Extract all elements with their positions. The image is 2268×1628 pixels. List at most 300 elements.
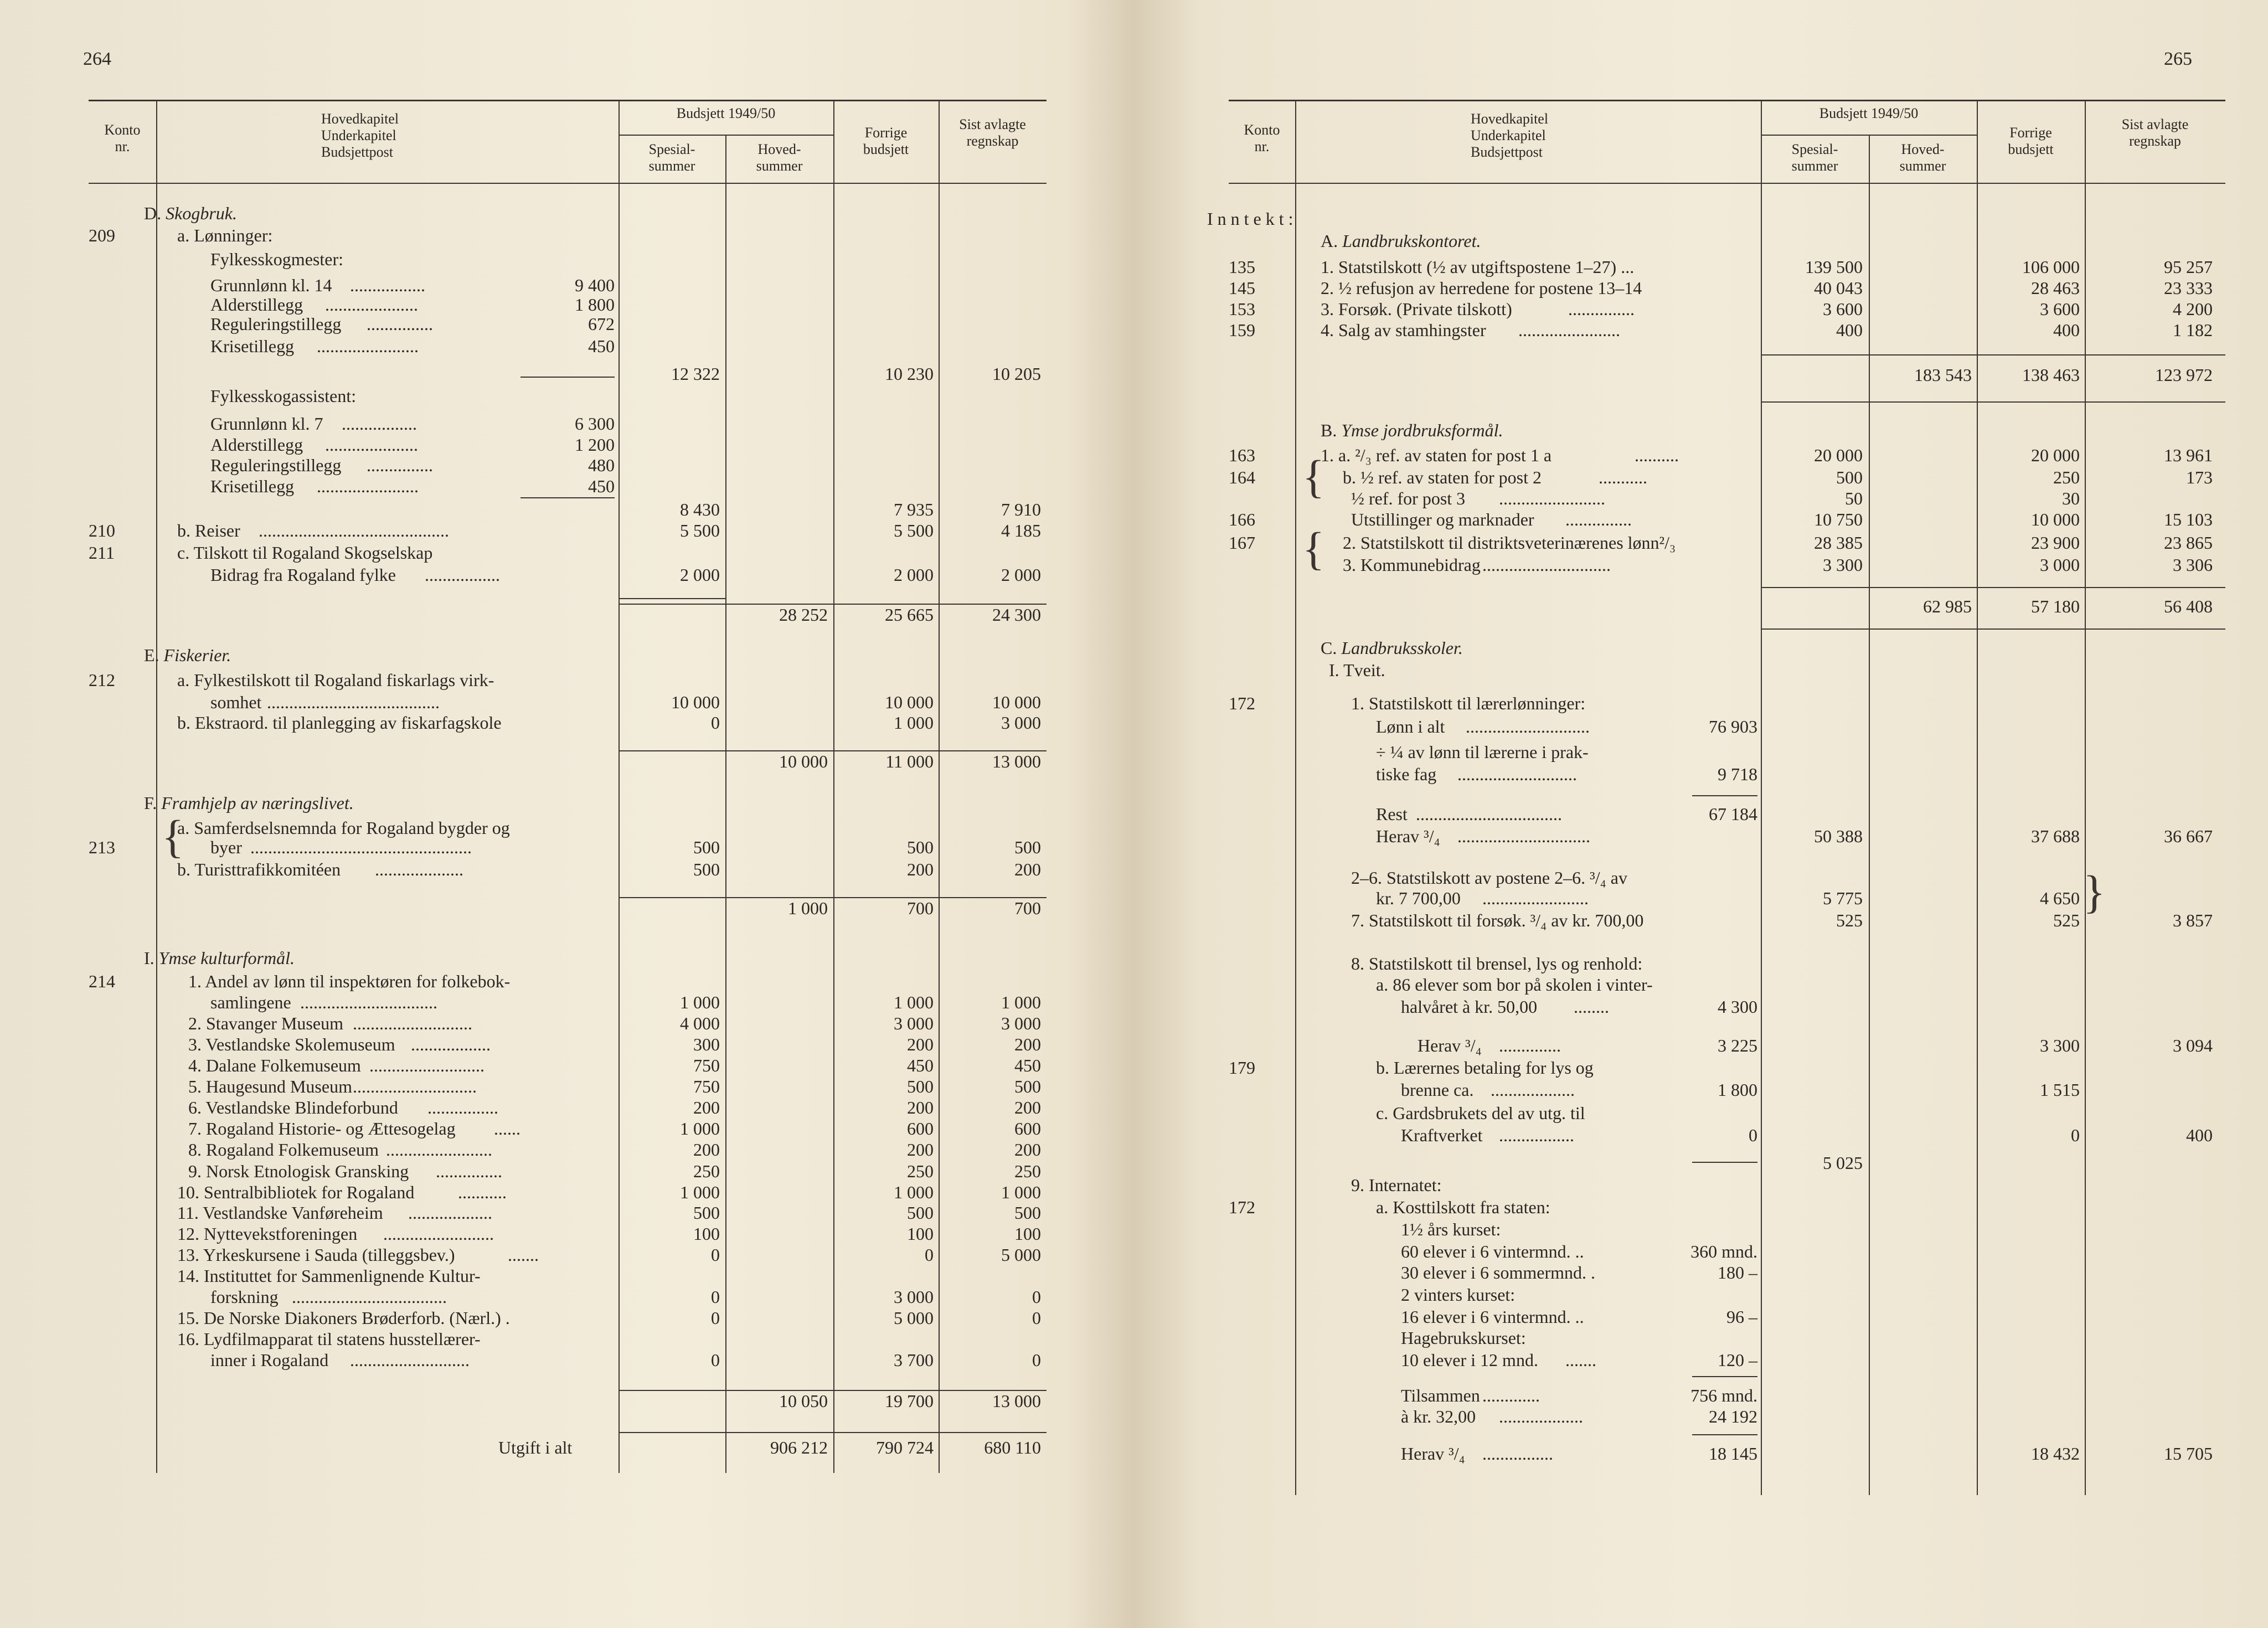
sist-regnskap: 24 300 xyxy=(992,605,1041,625)
row-description-text: somhet xyxy=(210,692,262,712)
forrige-budsjett: 30 xyxy=(2062,488,2080,508)
row-description xyxy=(144,947,295,969)
row-description xyxy=(210,274,332,296)
sist-regnskap: 100 xyxy=(1014,1224,1041,1244)
row-description xyxy=(210,691,261,713)
row-description xyxy=(188,1096,398,1119)
leader-dots: ............... xyxy=(1565,509,1632,529)
forrige-budsjett: 28 463 xyxy=(2031,278,2080,298)
section-title: Landbruksskoler. xyxy=(1341,638,1463,658)
leader-dots: ........................... xyxy=(1457,764,1577,784)
row-description xyxy=(1343,554,1481,576)
spesial-sum: 10 000 xyxy=(671,692,720,712)
hoved-sum: 906 212 xyxy=(770,1438,828,1457)
forrige-budsjett: 11 000 xyxy=(885,751,934,771)
konto-number: 213 xyxy=(89,837,115,857)
sist-regnskap: 0 xyxy=(1032,1287,1041,1307)
inner-amount: 6 300 xyxy=(575,414,615,434)
row-description-text: C. xyxy=(1321,638,1342,658)
subtotal-rule xyxy=(1692,1162,1757,1163)
sist-regnskap: 700 xyxy=(1014,898,1041,918)
subtotal-rule xyxy=(1692,795,1757,796)
section-title: Ymse jordbruksformål. xyxy=(1341,420,1503,440)
section-title: Skogbruk. xyxy=(166,203,237,223)
row-description-text: Alderstillegg xyxy=(210,435,303,455)
leader-dots: ............................... xyxy=(300,992,437,1012)
row-description-text: Bidrag fra Rogaland fylke xyxy=(210,565,396,585)
konto-number: 210 xyxy=(89,521,115,540)
row-description-text: 8. Rogaland Folkemuseum xyxy=(188,1140,379,1160)
leader-dots: ................... xyxy=(1499,1407,1583,1426)
inner-amount: 0 xyxy=(1749,1125,1757,1145)
row-description-text: 6. Vestlandske Blindeforbund xyxy=(188,1098,398,1117)
forrige-budsjett: 500 xyxy=(907,1203,934,1223)
sist-regnskap: 4 200 xyxy=(2173,299,2213,319)
left-page xyxy=(0,0,1130,1628)
row-description-text: 9. Internatet: xyxy=(1351,1175,1442,1195)
row-description xyxy=(177,1223,357,1245)
forrige-budsjett: 1 515 xyxy=(2040,1080,2080,1100)
leader-dots: ........................... xyxy=(353,1013,472,1033)
row-description-text: 9. Norsk Etnologisk Gransking xyxy=(188,1161,409,1181)
page-number: 265 xyxy=(2164,49,2192,69)
subtotal-rule xyxy=(1761,354,2225,356)
row-description xyxy=(177,1307,510,1329)
spesial-sum: 500 xyxy=(693,859,720,879)
forrige-budsjett: 1 000 xyxy=(894,713,934,733)
row-description-text: Utgift i alt xyxy=(498,1438,573,1457)
spesial-sum: 5 500 xyxy=(680,521,720,540)
sist-header: Sist avlagte regnskap xyxy=(2121,116,2189,149)
leader-dots: .............. xyxy=(1499,1035,1561,1055)
hoved-header: Hoved- summer xyxy=(756,141,803,174)
sist-regnskap: 10 000 xyxy=(992,692,1041,712)
sist-regnskap: 0 xyxy=(1032,1308,1041,1328)
row-description xyxy=(1376,741,1589,763)
row-description-text: Herav ³/₄ xyxy=(1418,1035,1482,1055)
row-description xyxy=(1351,508,1534,530)
leader-dots: ........................... xyxy=(350,1350,470,1370)
row-description xyxy=(1321,444,1551,466)
sist-regnskap: 3 094 xyxy=(2173,1035,2213,1055)
row-description xyxy=(1401,1349,1538,1371)
brace-icon: { xyxy=(1302,451,1325,503)
row-description-text: b. Reiser xyxy=(177,521,240,540)
hoved-header: Hoved- summer xyxy=(1899,141,1946,174)
section-title: Framhjelp av næringslivet. xyxy=(161,793,354,813)
row-description-text: Herav ³/₄ xyxy=(1376,826,1440,846)
row-description xyxy=(188,1012,343,1034)
row-description xyxy=(210,1349,328,1371)
leader-dots: ............... xyxy=(367,455,433,475)
leader-dots: ......................... xyxy=(383,1224,494,1244)
spesial-sum: 5 025 xyxy=(1823,1153,1863,1173)
sist-regnskap: 13 961 xyxy=(2164,445,2213,465)
row-description xyxy=(177,1202,383,1224)
row-description-text: a. 86 elever som bor på skolen i vinter- xyxy=(1376,975,1653,995)
forrige-budsjett: 525 xyxy=(2053,910,2080,930)
subtotal-rule xyxy=(618,897,1047,898)
subtotal-rule xyxy=(1761,628,2225,630)
sist-regnskap: 200 xyxy=(1014,859,1041,879)
row-description xyxy=(188,1054,361,1076)
row-description xyxy=(1376,763,1436,785)
leader-dots: ............. xyxy=(1482,1385,1540,1405)
sist-regnskap: 3 000 xyxy=(1001,713,1041,733)
row-description-text: I. Tveit. xyxy=(1329,660,1385,680)
row-description xyxy=(210,434,303,456)
row-description-text: Alderstillegg xyxy=(210,295,303,315)
sist-regnskap: 36 667 xyxy=(2164,826,2213,846)
sist-regnskap: 5 000 xyxy=(1001,1245,1041,1265)
row-description xyxy=(1401,1384,1480,1407)
sist-regnskap: 500 xyxy=(1014,1203,1041,1223)
sist-regnskap: 1 182 xyxy=(2173,320,2213,340)
spesial-sum: 0 xyxy=(711,1287,720,1307)
konto-number: 135 xyxy=(1229,257,1255,277)
sist-regnskap: 250 xyxy=(1014,1161,1041,1181)
row-description xyxy=(144,644,231,666)
sist-regnskap: 7 910 xyxy=(1001,499,1041,519)
sist-regnskap: 3 306 xyxy=(2173,555,2213,575)
leader-dots: ........................ xyxy=(386,1140,492,1160)
row-description xyxy=(188,1033,395,1055)
leader-dots: ....... xyxy=(508,1245,539,1265)
row-description xyxy=(177,1181,414,1203)
row-description-text: 16. Lydfilmapparat til statens husstellærer- xyxy=(177,1329,481,1349)
inner-amount: 9 400 xyxy=(575,275,615,295)
subtotal-rule xyxy=(1761,401,2225,403)
row-description-text: 4. Dalane Folkemuseum xyxy=(188,1055,361,1075)
row-description-text: b. Lærernes betaling for lys og xyxy=(1376,1058,1594,1078)
row-description xyxy=(1376,973,1653,996)
spesial-sum: 4 000 xyxy=(680,1013,720,1033)
forrige-budsjett: 790 724 xyxy=(876,1438,934,1457)
spesial-sum: 28 385 xyxy=(1814,533,1863,553)
sist-regnskap: 2 000 xyxy=(1001,565,1041,585)
row-description-text: Hagebrukskurset: xyxy=(1401,1328,1526,1348)
inner-amount: 672 xyxy=(588,314,615,334)
row-description xyxy=(1376,825,1440,847)
row-description-text: 2. ½ refusjon av herredene for postene 13–14 xyxy=(1321,278,1642,298)
leader-dots: .................... xyxy=(375,859,463,879)
row-description-text: halvåret à kr. 50,00 xyxy=(1401,997,1538,1017)
row-description-text: Fylkesskogmester: xyxy=(210,249,343,269)
leader-dots: ....................... xyxy=(1518,320,1620,340)
leader-dots: ............... xyxy=(367,314,433,334)
forrige-budsjett: 200 xyxy=(907,1098,934,1117)
sist-regnskap: 500 xyxy=(1014,1076,1041,1096)
subtotal-rule xyxy=(618,1432,1047,1433)
forrige-budsjett: 100 xyxy=(907,1224,934,1244)
sist-regnskap: 0 xyxy=(1032,1350,1041,1370)
hoved-sum: 10 000 xyxy=(779,751,828,771)
spesial-sum: 12 322 xyxy=(671,364,720,384)
row-description-text: 7. Statstilskott til forsøk. ³/₄ av kr. 700,00 xyxy=(1351,910,1644,930)
leader-dots: ....... xyxy=(1565,1350,1596,1370)
inner-amount: 4 300 xyxy=(1718,997,1757,1017)
forrige-budsjett: 3 000 xyxy=(894,1287,934,1307)
leader-dots: ................... xyxy=(1491,1080,1575,1100)
leader-dots: ..................... xyxy=(325,295,418,315)
row-description-text: 1½ års kurset: xyxy=(1401,1219,1501,1239)
forrige-header: Forrige budsjett xyxy=(863,125,909,157)
budget-year-header: Budsjett 1949/50 xyxy=(1819,105,1919,121)
leader-dots: ................. xyxy=(1499,1125,1574,1145)
sist-regnskap: 3 000 xyxy=(1001,1013,1041,1033)
row-description-text: 2 vinters kurset: xyxy=(1401,1285,1516,1305)
row-description xyxy=(1401,1079,1473,1101)
row-description-text: Herav ³/₄ xyxy=(1401,1444,1465,1464)
spesial-sum: 20 000 xyxy=(1814,445,1863,465)
sist-regnskap: 15 103 xyxy=(2164,509,2213,529)
row-description xyxy=(1321,637,1463,659)
row-description xyxy=(1401,1124,1482,1146)
row-description xyxy=(1321,419,1503,441)
forrige-budsjett: 200 xyxy=(907,1034,934,1054)
row-description-text: brenne ca. xyxy=(1401,1080,1474,1100)
row-description-text: 3. Vestlandske Skolemuseum xyxy=(188,1034,395,1054)
konto-header: Konto nr. xyxy=(104,122,141,154)
forrige-budsjett: 450 xyxy=(907,1055,934,1075)
konto-number: 163 xyxy=(1229,445,1255,465)
leader-dots: ........................ xyxy=(1499,488,1605,508)
hoved-sum: 28 252 xyxy=(779,605,828,625)
forrige-budsjett: 3 700 xyxy=(894,1350,934,1370)
inner-amount: 360 mnd. xyxy=(1690,1241,1757,1261)
sist-regnskap: 500 xyxy=(1014,837,1041,857)
row-description-text: 1. a. ²/₃ ref. av staten for post 1 a xyxy=(1321,445,1552,465)
row-description-text: 15. De Norske Diakoners Brøderforb. (Nærl.) . xyxy=(177,1308,510,1328)
row-description xyxy=(177,1328,481,1350)
sist-regnskap: 13 000 xyxy=(992,751,1041,771)
row-description-text: 1. Andel av lønn til inspektøren for folkebok- xyxy=(188,971,511,991)
row-description xyxy=(1376,715,1445,738)
row-description xyxy=(210,475,294,497)
forrige-budsjett: 3 600 xyxy=(2040,299,2080,319)
konto-number: 214 xyxy=(89,971,115,991)
inner-amount: 76 903 xyxy=(1709,717,1757,736)
forrige-budsjett: 20 000 xyxy=(2031,445,2080,465)
spesial-sum: 525 xyxy=(1836,910,1863,930)
spesial-header: Spesial- summer xyxy=(648,141,695,174)
row-description xyxy=(188,1138,379,1161)
row-description xyxy=(1401,1284,1515,1306)
row-description-text: 16 elever i 6 vintermnd. .. xyxy=(1401,1307,1584,1327)
subtotal-rule xyxy=(1692,1376,1757,1377)
row-description xyxy=(210,335,294,357)
row-description xyxy=(1401,1306,1584,1328)
row-description xyxy=(177,817,510,839)
forrige-budsjett: 200 xyxy=(907,859,934,879)
leader-dots: ....................................... xyxy=(267,692,440,712)
inner-amount: 1 800 xyxy=(1718,1080,1757,1100)
row-description-text: b. Turisttrafikkomitéen xyxy=(177,859,341,879)
row-description-text: Lønn i alt xyxy=(1376,717,1445,736)
forrige-budsjett: 2 000 xyxy=(894,565,934,585)
right-page xyxy=(1138,0,2268,1628)
konto-number: 159 xyxy=(1229,320,1255,340)
row-description-text: byer xyxy=(210,837,242,857)
sist-regnskap: 95 257 xyxy=(2164,257,2213,277)
forrige-budsjett: 57 180 xyxy=(2031,596,2080,616)
leader-dots: ................. xyxy=(425,565,500,585)
hoved-sum: 10 050 xyxy=(779,1391,828,1411)
konto-number: 211 xyxy=(89,543,115,563)
row-description xyxy=(210,293,303,316)
spesial-sum: 3 300 xyxy=(1823,555,1863,575)
sist-regnskap: 450 xyxy=(1014,1055,1041,1075)
row-description-text: Reguleringstillegg xyxy=(210,314,342,334)
row-description-text: à kr. 32,00 xyxy=(1401,1407,1476,1426)
row-description xyxy=(1343,466,1542,488)
row-description-text: a. Lønninger: xyxy=(177,225,273,245)
row-description-text: samlingene xyxy=(210,992,291,1012)
row-description-text: 4. Salg av stamhingster xyxy=(1321,320,1486,340)
row-description-text: 5. Haugesund Museum xyxy=(188,1076,352,1096)
forrige-budsjett: 18 432 xyxy=(2031,1444,2080,1464)
row-description xyxy=(1321,256,1634,278)
row-description-text: ÷ ¼ av lønn til lærerne i prak- xyxy=(1376,742,1589,762)
row-description xyxy=(177,858,341,880)
sist-regnskap: 23 865 xyxy=(2164,533,2213,553)
subtotal-rule xyxy=(618,1390,1047,1391)
row-description xyxy=(210,564,396,586)
leader-dots: ........... xyxy=(458,1182,507,1202)
row-description-text: 10. Sentralbibliotek for Rogaland xyxy=(177,1182,415,1202)
row-description xyxy=(1351,487,1465,509)
konto-number: 153 xyxy=(1229,299,1255,319)
row-description-text: 2–6. Statstilskott av postene 2–6. ³/₄ av xyxy=(1351,868,1627,888)
leader-dots: ................... xyxy=(408,1203,492,1223)
sist-regnskap: 123 972 xyxy=(2155,365,2213,385)
forrige-budsjett: 500 xyxy=(907,837,934,857)
row-description xyxy=(1351,867,1627,889)
konto-number: 166 xyxy=(1229,509,1255,529)
row-description xyxy=(188,1075,352,1098)
row-description-text: Reguleringstillegg xyxy=(210,455,342,475)
row-description xyxy=(1207,208,1293,230)
row-description-text: 3. Kommunebidrag xyxy=(1343,555,1481,575)
spesial-header: Spesial- summer xyxy=(1791,141,1838,174)
row-description xyxy=(1343,532,1676,554)
row-description-text: tiske fag xyxy=(1376,764,1437,784)
forrige-budsjett: 1 000 xyxy=(894,992,934,1012)
konto-number: 164 xyxy=(1229,467,1255,487)
row-description-text: D. xyxy=(144,203,166,223)
row-description xyxy=(1401,1327,1526,1349)
row-description xyxy=(1401,1442,1465,1465)
forrige-budsjett: 19 700 xyxy=(885,1391,934,1411)
hoved-sum: 183 543 xyxy=(1914,365,1972,385)
leader-dots: ............................. xyxy=(1482,555,1611,575)
row-description-text: Utstillinger og marknader xyxy=(1351,509,1534,529)
row-description xyxy=(1376,1057,1594,1079)
row-description xyxy=(1401,1261,1595,1284)
sist-regnskap: 15 705 xyxy=(2164,1444,2213,1464)
row-description-text: 2. Stavanger Museum xyxy=(188,1013,343,1033)
row-description-text: 14. Instituttet for Sammenlignende Kultur- xyxy=(177,1266,481,1286)
sist-regnskap: 3 857 xyxy=(2173,910,2213,930)
konto-number: 179 xyxy=(1229,1058,1255,1078)
inner-amount: 3 225 xyxy=(1718,1035,1757,1055)
row-description-text: ½ ref. for post 3 xyxy=(1351,488,1466,508)
hoved-sum: 1 000 xyxy=(788,898,828,918)
leader-dots: .................. xyxy=(411,1034,491,1054)
inner-amount: 67 184 xyxy=(1709,804,1757,824)
spesial-sum: 10 750 xyxy=(1814,509,1863,529)
forrige-budsjett: 200 xyxy=(907,1140,934,1160)
row-description-text: b. Ekstraord. til planlegging av fiskarfagskole xyxy=(177,713,502,733)
leader-dots: ............................ xyxy=(1466,717,1590,736)
sist-regnskap: 10 205 xyxy=(992,364,1041,384)
budget-year-header: Budsjett 1949/50 xyxy=(676,105,776,121)
subtotal-rule xyxy=(618,750,1047,751)
forrige-budsjett: 0 xyxy=(2071,1125,2080,1145)
spesial-sum: 200 xyxy=(693,1098,720,1117)
brace-icon: { xyxy=(162,811,184,863)
row-description-text: 11. Vestlandske Vanføreheim xyxy=(177,1203,383,1223)
forrige-budsjett: 10 000 xyxy=(885,692,934,712)
hoved-sum: 62 985 xyxy=(1923,596,1972,616)
leader-dots: .......................... xyxy=(369,1055,484,1075)
forrige-budsjett: 3 000 xyxy=(2040,555,2080,575)
row-description xyxy=(1376,803,1408,825)
row-description-text: c. Tilskott til Rogaland Skogselskap xyxy=(177,543,433,563)
inner-amount: 450 xyxy=(588,476,615,496)
spesial-sum: 250 xyxy=(693,1161,720,1181)
row-description-text: kr. 7 700,00 xyxy=(1376,888,1461,908)
subtotal-rule xyxy=(1761,587,2225,588)
spesial-sum: 500 xyxy=(693,837,720,857)
spesial-sum: 500 xyxy=(693,1203,720,1223)
forrige-budsjett: 3 000 xyxy=(894,1013,934,1033)
subtotal-rule xyxy=(618,598,725,599)
row-description xyxy=(1401,1240,1584,1263)
row-description xyxy=(1351,909,1643,931)
inner-amount: 18 145 xyxy=(1709,1444,1757,1464)
sist-regnskap: 173 xyxy=(2186,467,2213,487)
spesial-sum: 1 000 xyxy=(680,992,720,1012)
spesial-sum: 300 xyxy=(693,1034,720,1054)
inner-amount: 96 – xyxy=(1726,1307,1757,1327)
spesial-sum: 2 000 xyxy=(680,565,720,585)
inner-amount: 180 – xyxy=(1718,1263,1757,1282)
spesial-sum: 3 600 xyxy=(1823,299,1863,319)
row-description-text: I. xyxy=(144,948,159,968)
row-description xyxy=(1401,996,1537,1018)
row-description-text: b. ½ ref. av staten for post 2 xyxy=(1343,467,1542,487)
brace-icon: { xyxy=(1302,523,1325,575)
row-description xyxy=(144,202,237,224)
row-description xyxy=(144,792,354,814)
row-description xyxy=(210,454,341,476)
row-description-text: Kraftverket xyxy=(1401,1125,1483,1145)
sist-regnskap: 1 000 xyxy=(1001,992,1041,1012)
row-description xyxy=(177,519,240,542)
row-description xyxy=(177,224,272,246)
row-description xyxy=(1351,1174,1441,1196)
inner-amount: 24 192 xyxy=(1709,1407,1757,1426)
row-description-text: Grunnlønn kl. 7 xyxy=(210,414,323,434)
forrige-budsjett: 10 230 xyxy=(885,364,934,384)
row-description-text: 1. Statstilskott (½ av utgiftspostene 1–27) ... xyxy=(1321,257,1635,277)
leader-dots: ................. xyxy=(350,275,425,295)
forrige-budsjett: 23 900 xyxy=(2031,533,2080,553)
spesial-sum: 750 xyxy=(693,1055,720,1075)
spesial-sum: 400 xyxy=(1836,320,1863,340)
leader-dots: .................................................. xyxy=(250,837,472,857)
